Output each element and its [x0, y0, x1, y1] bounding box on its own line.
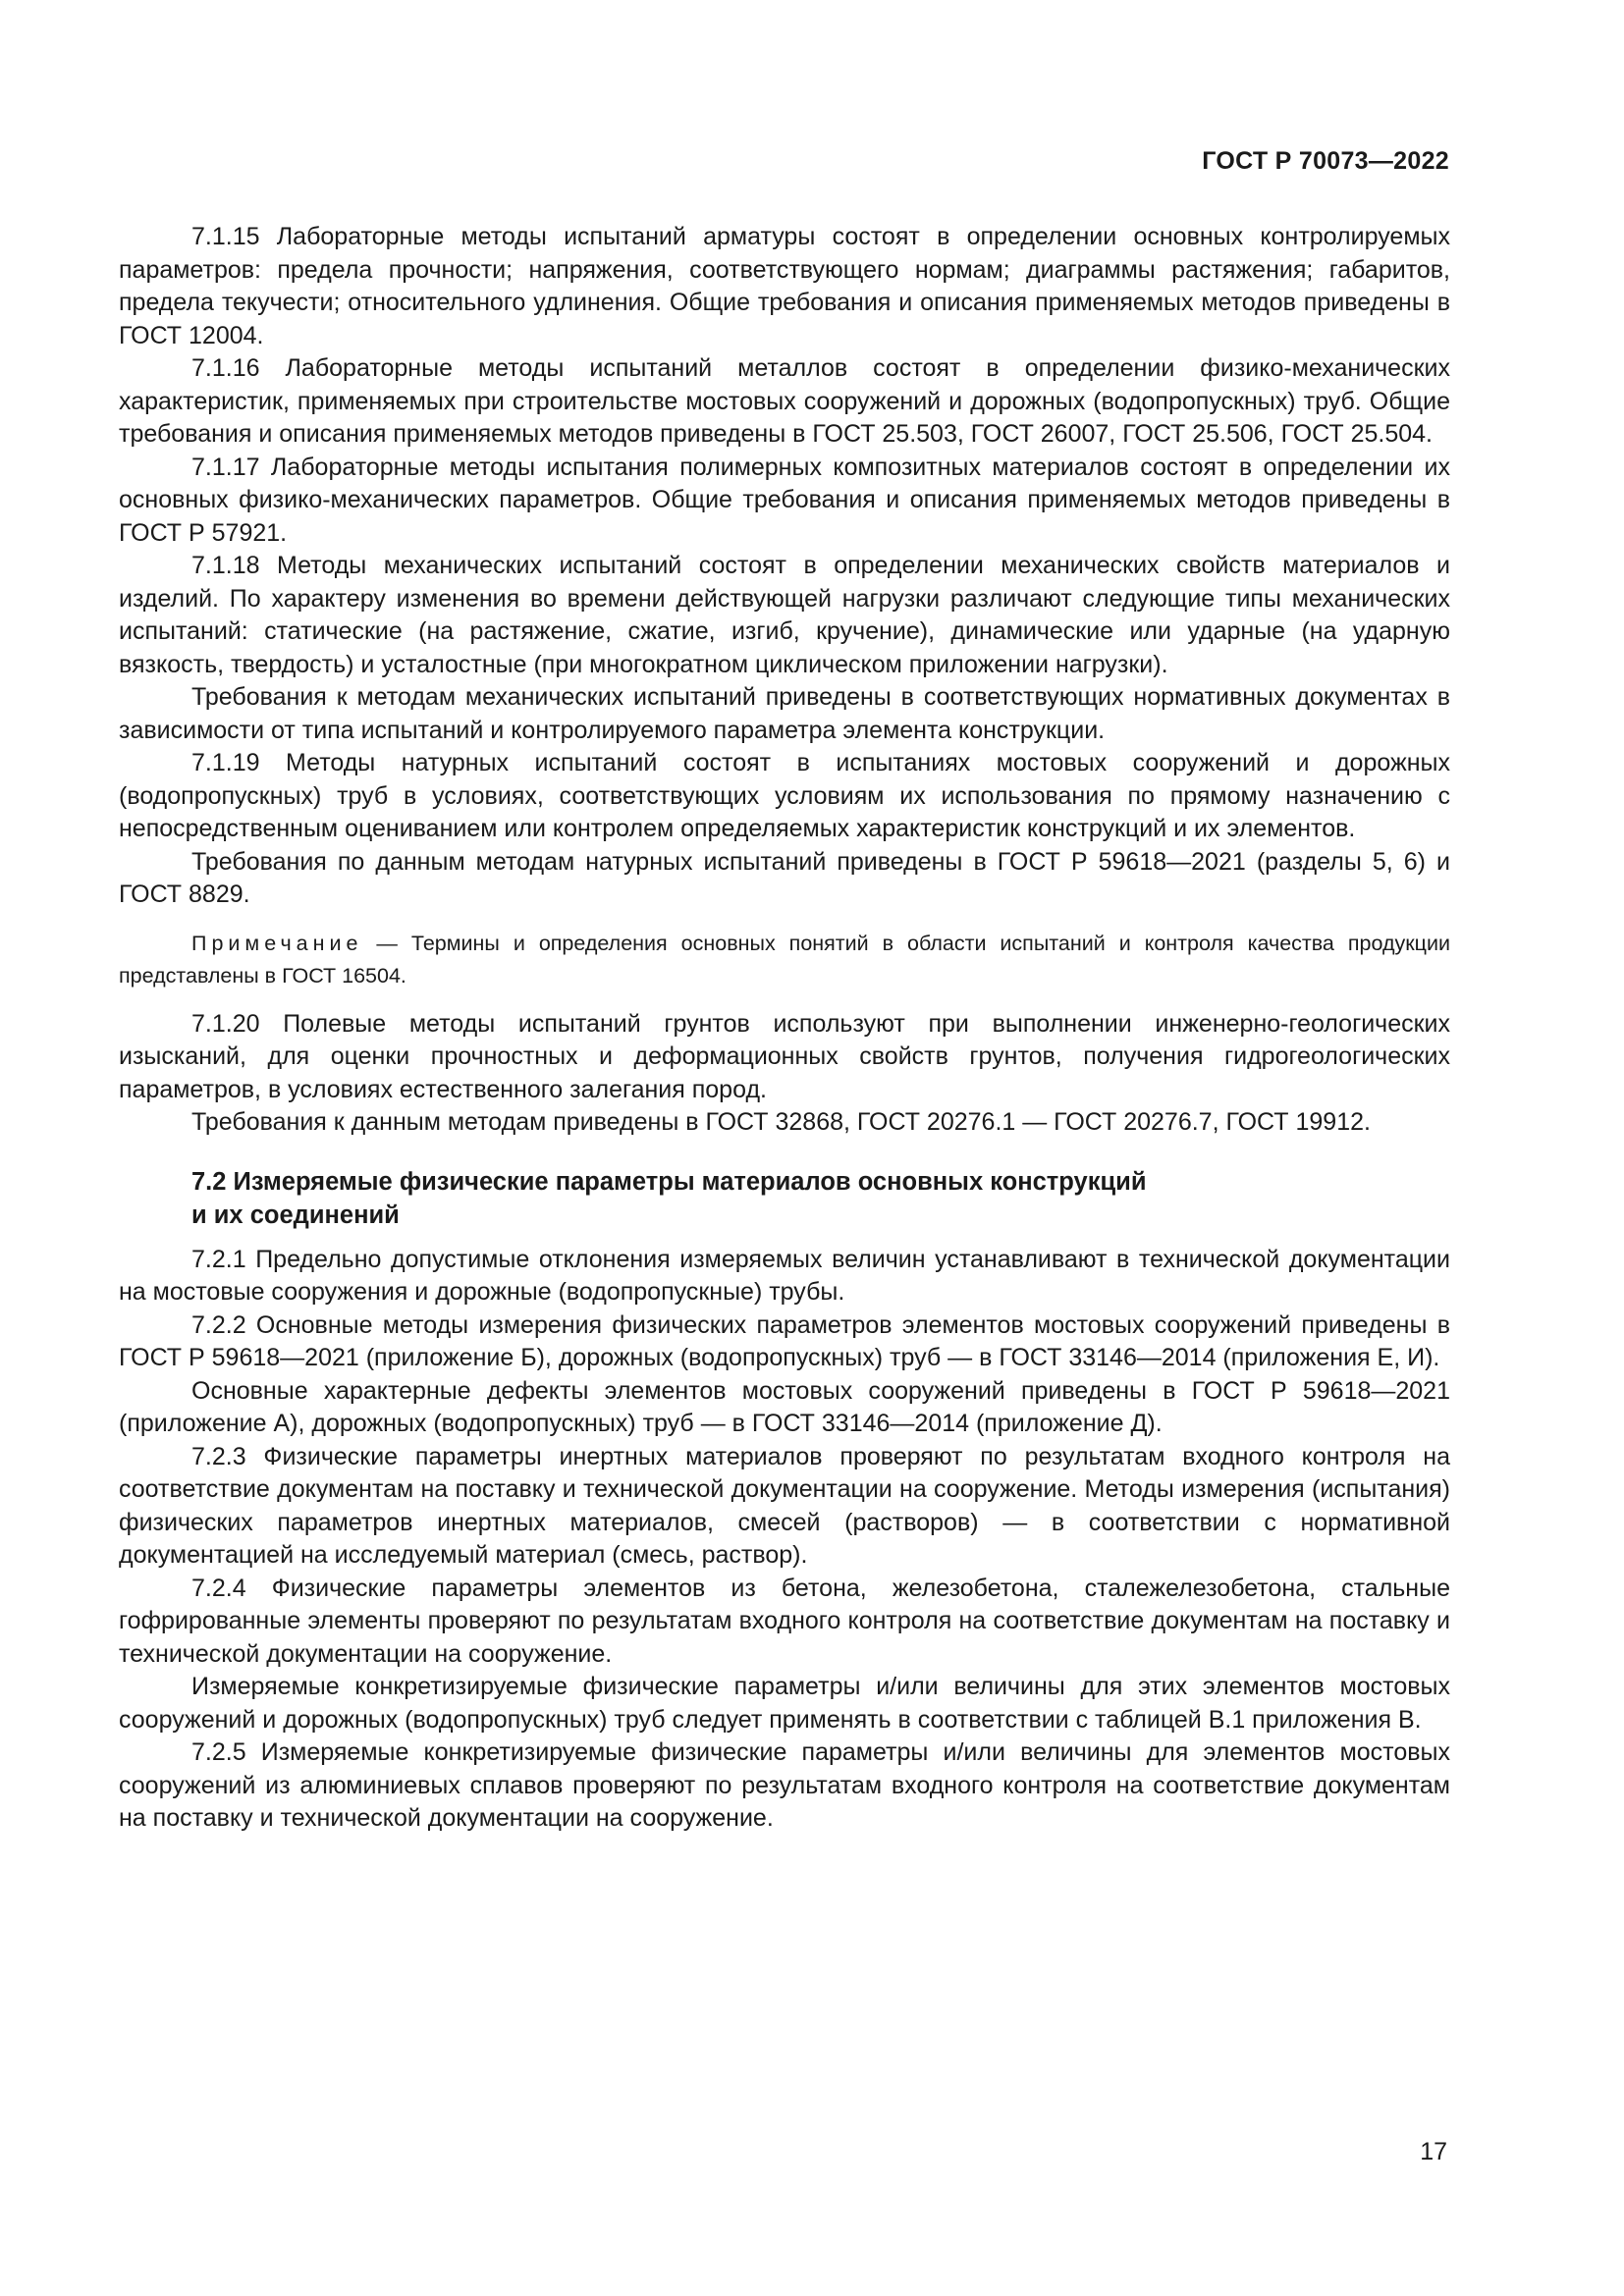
- paragraph-7-1-16: 7.1.16 Лабораторные методы испытаний металлов состоят в определении физико-механических характеристик, применяемых при строительстве мостовых сооружений и дорожных (водопропускных) труб. Общие требования и описания применяемых методов приведены в ГОСТ 25.503, ГОСТ 26007, ГОСТ 25.506, ГОСТ 25.504.: [119, 354, 1450, 448]
- note: [119, 928, 1450, 992]
- page-number: 17: [1420, 2138, 1447, 2165]
- note-label: Примечание: [191, 931, 363, 955]
- paragraph-7-2-1: 7.2.1 Предельно допустимые отклонения измеряемых величин устанавливают в технической документации на мостовые сооружения и дорожные (водопропускные) трубы.: [119, 1245, 1450, 1306]
- paragraph-defects: Основные характерные дефекты элементов мостовых сооружений приведены в ГОСТ Р 59618—2021 (приложение А), дорожных (водопропускных) труб — в ГОСТ 33146—2014 (приложение Д).: [119, 1376, 1450, 1437]
- paragraph-7-2-4: 7.2.4 Физические параметры элементов из бетона, железобетона, сталежелезобетона, стальные гофрированные элементы проверяют по результатам входного контроля на соответствие документам на поставку и технической документации на сооружение.: [119, 1574, 1450, 1668]
- section-heading-7-2: [119, 1165, 1450, 1232]
- paragraph-7-2-2: 7.2.2 Основные методы измерения физических параметров элементов мостовых сооружений приведены в ГОСТ Р 59618—2021 (приложение Б), дорожных (водопропускных) труб — в ГОСТ 33146—2014 (приложения Е, И).: [119, 1310, 1450, 1371]
- document-code: ГОСТ Р 70073—2022: [1202, 147, 1449, 175]
- paragraph-7-1-17: 7.1.17 Лабораторные методы испытания полимерных композитных материалов состоят в определении их основных физико-механических параметров. Общие требования и описания применяемых методов приведены в ГОСТ Р 57921.: [119, 453, 1450, 547]
- note-text: — Термины и определения основных понятий в области испытаний и контроля качества продукции представлены в ГОСТ 16504.: [119, 931, 1450, 988]
- paragraph-7-1-18: 7.1.18 Методы механических испытаний состоят в определении механических свойств материалов и изделий. По характеру изменения во времени действующей нагрузки различают следующие типы механических испытаний: статические (на растяжение, сжатие, изгиб, кручение), динамические или ударные (на ударную вязкость, твердость) и усталостные (при многократном циклическом приложении нагрузки).: [119, 552, 1450, 678]
- paragraph-field-test-requirements: Требования по данным методам натурных испытаний приведены в ГОСТ Р 59618—2021 (разделы 5, 6) и ГОСТ 8829.: [119, 847, 1450, 908]
- paragraph-concrete-parameters: Измеряемые конкретизируемые физические параметры и/или величины для этих элементов мостовых сооружений и дорожных (водопропускных) труб следует применять в соответствии с таблицей В.1 приложения В.: [119, 1673, 1450, 1734]
- paragraph-7-2-3: 7.2.3 Физические параметры инертных материалов проверяют по результатам входного контроля на соответствие документам на поставку и технической документации на сооружение. Методы измерения (испытания) физических параметров инертных материалов, смесей (растворов) — в соответствии с нормативной документацией на исследуемый материал (смесь, раствор).: [119, 1442, 1450, 1569]
- paragraph-soil-requirements: Требования к данным методам приведены в ГОСТ 32868, ГОСТ 20276.1 — ГОСТ 20276.7, ГОСТ 19912.: [191, 1108, 1371, 1136]
- paragraph-mechanical-requirements: Требования к методам механических испытаний приведены в соответствующих нормативных документах в зависимости от типа испытаний и контролируемого параметра элемента конструкции.: [119, 683, 1450, 744]
- paragraph-7-2-5: 7.2.5 Измеряемые конкретизируемые физические параметры и/или величины для элементов мостовых сооружений из алюминиевых сплавов проверяют по результатам входного контроля на соответствие документам на поставку и технической документации на сооружение.: [119, 1738, 1450, 1832]
- page-body: [119, 221, 1450, 1836]
- paragraph-7-1-15: 7.1.15 Лабораторные методы испытаний арматуры состоят в определении основных контролируемых параметров: предела прочности; напряжения, соответствующего нормам; диаграммы растяжения; габаритов, предела текучести; относительного удлинения. Общие требования и описания применяемых методов приведены в ГОСТ 12004.: [119, 223, 1450, 349]
- section-heading-line-1: 7.2 Измеряемые физические параметры материалов основных конструкций: [191, 1167, 1147, 1196]
- section-heading-line-2: и их соединений: [191, 1201, 400, 1229]
- paragraph-7-1-19: 7.1.19 Методы натурных испытаний состоят в испытаниях мостовых сооружений и дорожных (водопропускных) труб в условиях, соответствующих условиям их использования по прямому назначению с непосредственным оцениванием или контролем определяемых характеристик конструкций и их элементов.: [119, 749, 1450, 842]
- paragraph-7-1-20: 7.1.20 Полевые методы испытаний грунтов используют при выполнении инженерно-геологических изысканий, для оценки прочностных и деформационных свойств грунтов, получения гидрогеологических параметров, в условиях естественного залегания пород.: [119, 1009, 1450, 1103]
